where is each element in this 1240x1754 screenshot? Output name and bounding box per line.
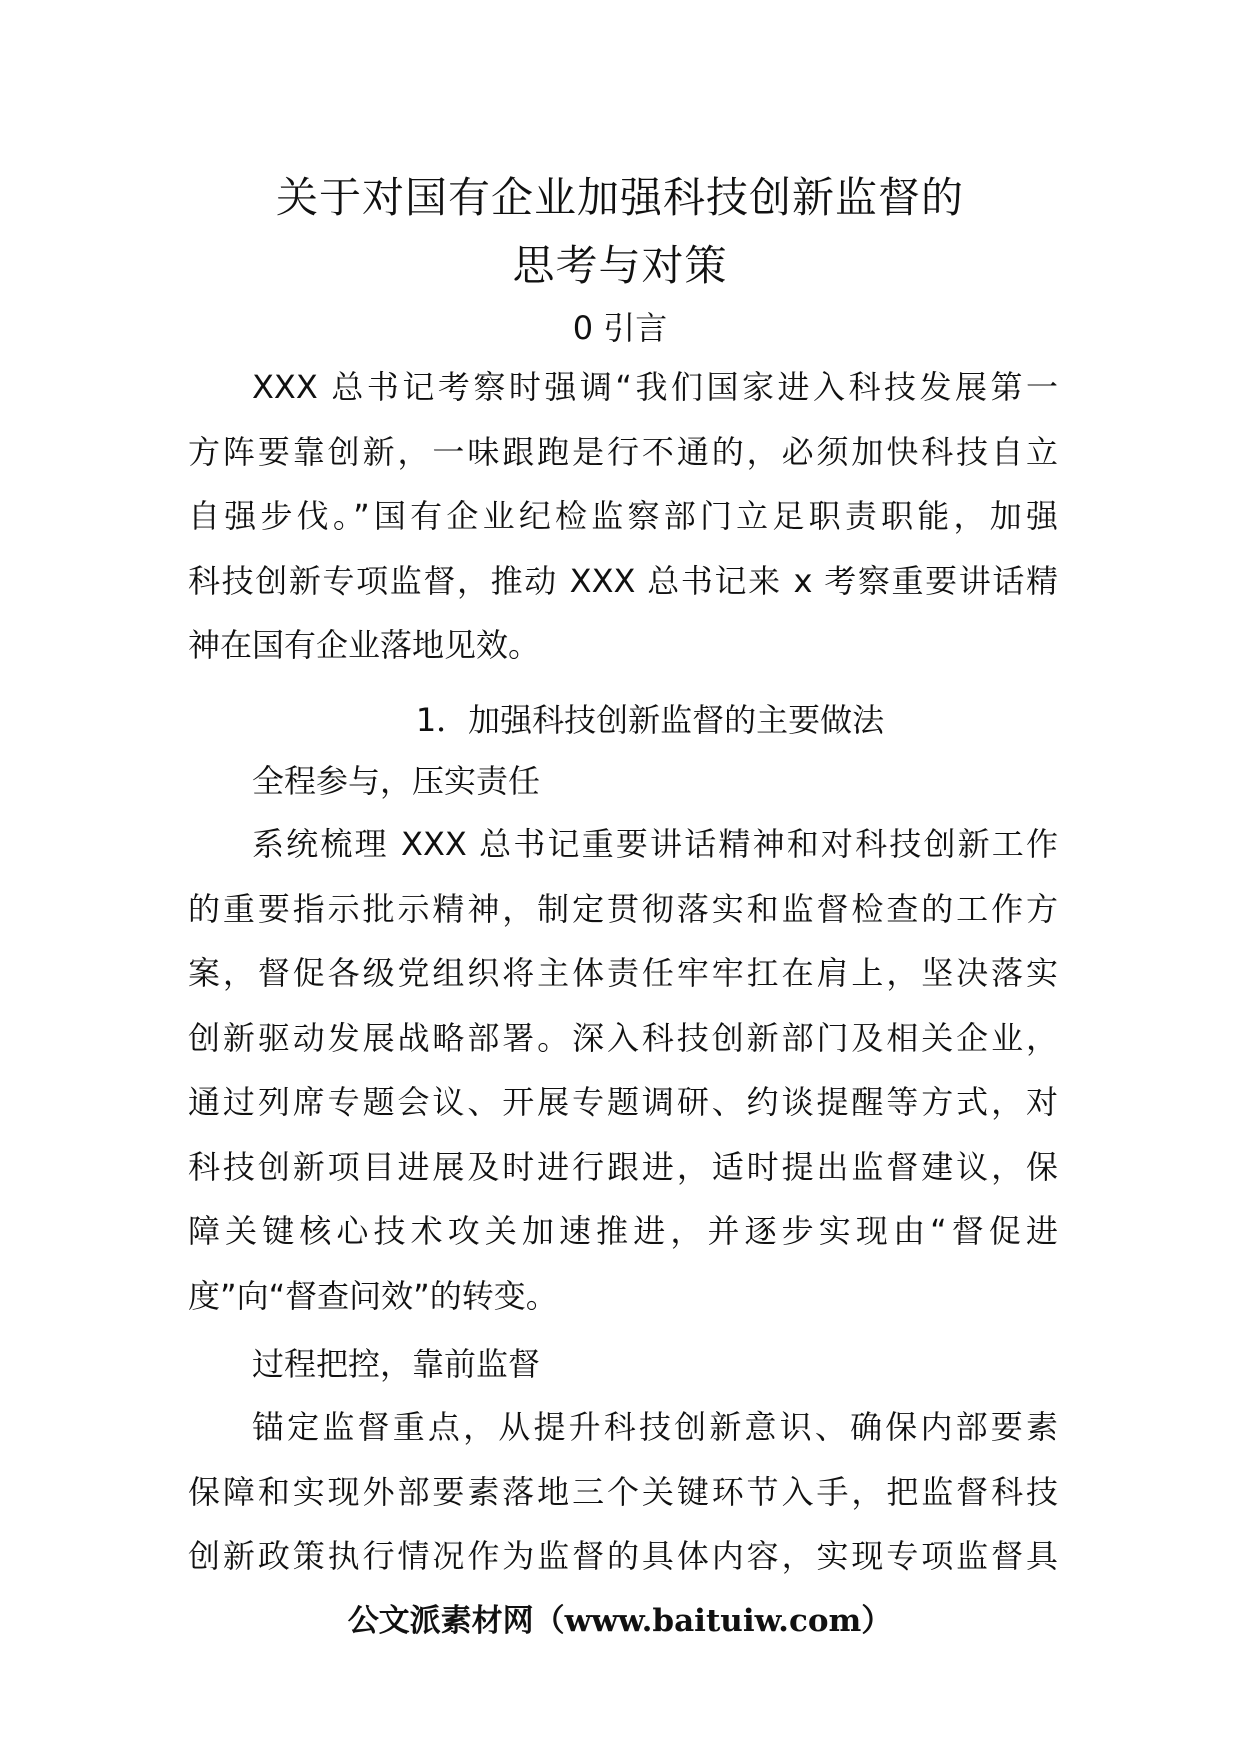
document-title-line-1: 关于对国有企业加强科技创新监督的 bbox=[275, 173, 964, 222]
paragraph-line: 系统梳理 XXX 总书记重要讲话精神和对科技创新工作 bbox=[252, 825, 1058, 863]
subsection-1-paragraph bbox=[188, 812, 1058, 1328]
paragraph-line: 案，督促各级党组织将主体责任牢牢扛在肩上，坚决落实 bbox=[188, 954, 1058, 992]
paragraph-line: 度”向“督查问效”的转变。 bbox=[188, 1276, 558, 1315]
paragraph-line: 障关键核心技术攻关加速推进，并逐步实现由“督促进 bbox=[188, 1212, 1058, 1250]
subsection-2-heading: 过程把控，靠前监督 bbox=[252, 1345, 541, 1383]
intro-paragraph bbox=[188, 355, 1058, 678]
paragraph-line: 通过列席专题会议、开展专题调研、约谈提醒等方式，对 bbox=[188, 1083, 1058, 1121]
paragraph-line: 方阵要靠创新，一味跟跑是行不通的，必须加快科技自立 bbox=[188, 432, 1058, 471]
paragraph-line: 保障和实现外部要素落地三个关键环节入手，把监督科技 bbox=[188, 1472, 1058, 1511]
paragraph-line: 自强步伐。”国有企业纪检监察部门立足职责职能，加强 bbox=[188, 497, 1058, 535]
paragraph-line: 锚定监督重点，从提升科技创新意识、确保内部要素 bbox=[252, 1408, 1058, 1446]
subsection-2-paragraph bbox=[188, 1395, 1058, 1589]
paragraph-line: 创新驱动发展战略部署。深入科技创新部门及相关企业， bbox=[188, 1018, 1058, 1057]
section-1-heading: 1．加强科技创新监督的主要做法 bbox=[415, 701, 885, 739]
paragraph-line: 科技创新项目进展及时进行跟进，适时提出监督建议，保 bbox=[188, 1147, 1058, 1186]
paragraph-line: 神在国有企业落地见效。 bbox=[188, 626, 541, 664]
paragraph-line: 科技创新专项监督，推动 XXX 总书记来 x 考察重要讲话精 bbox=[188, 561, 1058, 600]
intro-heading: 0 引言 bbox=[572, 309, 668, 347]
footer-watermark: 公文派素材网（www.baituiw.com） bbox=[347, 1603, 893, 1639]
paragraph-line: 创新政策执行情况作为监督的具体内容，实现专项监督具 bbox=[188, 1537, 1058, 1575]
document-title-line-2: 思考与对策 bbox=[512, 241, 728, 290]
subsection-1-heading: 全程参与，压实责任 bbox=[252, 762, 541, 800]
paragraph-line: 的重要指示批示精神，制定贯彻落实和监督检查的工作方 bbox=[188, 889, 1058, 928]
paragraph-line: XXX 总书记考察时强调“我们国家进入科技发展第一 bbox=[252, 368, 1058, 406]
